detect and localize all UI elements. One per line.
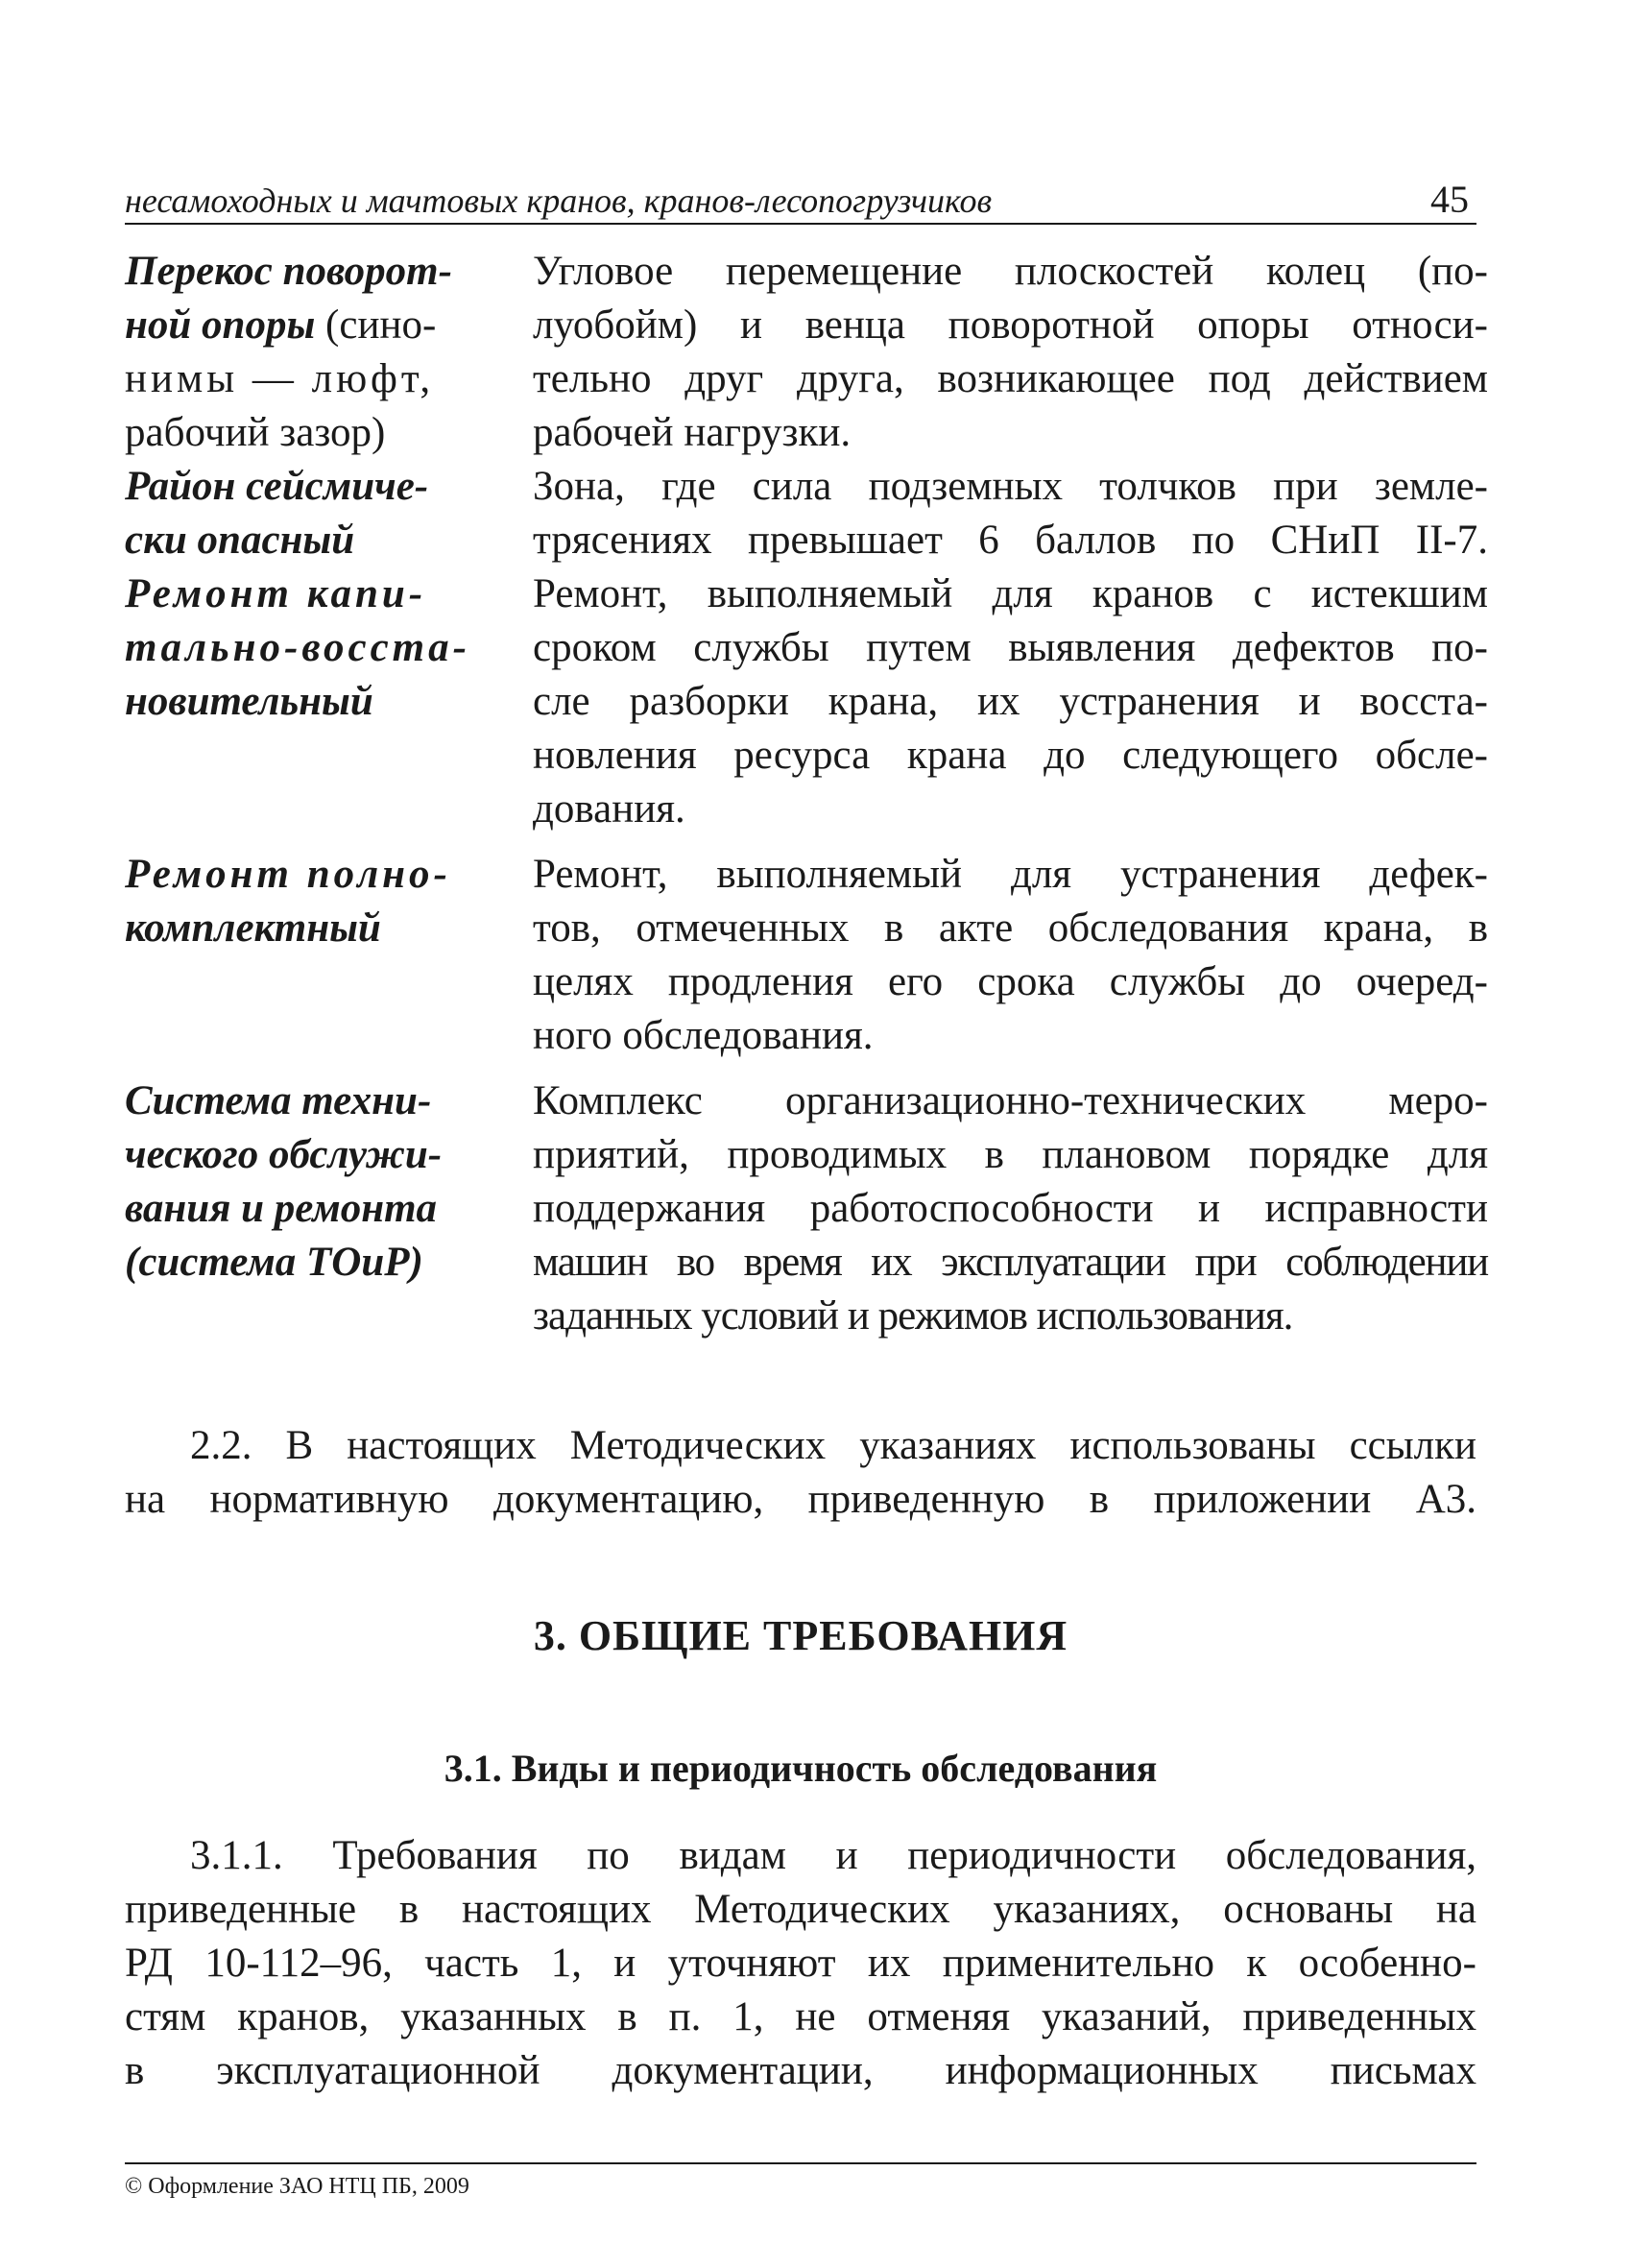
glossary-entry bbox=[125, 245, 1488, 460]
glossary-definition bbox=[533, 1074, 1488, 1343]
definition-line: сле разборки крана, их устранения и восста- bbox=[533, 679, 1488, 724]
paragraph-line: 3.1.1. Требования по видам и периодичности обследования, bbox=[190, 1833, 1476, 1878]
running-header-title: несамоходных и мачтовых кранов, кранов-лесопогрузчиков bbox=[125, 181, 993, 220]
definition-line: рабочей нагрузки. bbox=[533, 410, 852, 455]
term-line: ческого обслужи- bbox=[125, 1132, 443, 1177]
paragraph-line: РД 10-112–96, часть 1, и уточняют их применительно к особенно- bbox=[125, 1941, 1476, 1986]
term-line: (система ТОиР) bbox=[125, 1240, 423, 1285]
term-line: новительный bbox=[125, 679, 373, 724]
term-line: ски опасный bbox=[125, 518, 355, 563]
definition-line: тельно друг друга, возникающее под действием bbox=[533, 356, 1488, 401]
definition-line: сроком службы путем выявления дефектов по- bbox=[533, 625, 1488, 670]
term-line: комплектный bbox=[125, 905, 381, 951]
term-line: Ремонт полно- bbox=[125, 852, 451, 897]
glossary-entry bbox=[125, 460, 1488, 567]
paragraph-3-1-1 bbox=[125, 1829, 1476, 2098]
definition-line: приятий, проводимых в плановом порядке для bbox=[533, 1132, 1488, 1177]
definition-line: поддержания работоспособности и исправности bbox=[533, 1186, 1488, 1231]
paragraph-line: стям кранов, указанных в п. 1, не отменяя указаний, приведенных bbox=[125, 1994, 1476, 2039]
paragraph-line: 2.2. В настоящих Методических указаниях использованы ссылки bbox=[190, 1423, 1476, 1468]
term-line: тально-восста- bbox=[125, 625, 470, 670]
definition-line: заданных условий и режимов использования. bbox=[533, 1293, 1293, 1339]
term-line: Перекос поворот- bbox=[125, 249, 452, 294]
paragraph-line: на нормативную документацию, приведенную в приложении А3. bbox=[125, 1477, 1476, 1522]
definition-line: Зона, где сила подземных толчков при земле- bbox=[533, 464, 1488, 509]
running-header bbox=[125, 173, 1476, 225]
term-line: вания и ремонта bbox=[125, 1186, 438, 1231]
footer-rule bbox=[125, 2162, 1476, 2164]
term-line: Ремонт капи- bbox=[125, 571, 427, 616]
term-note: нимы — люфт, bbox=[125, 356, 435, 401]
term-line: Система техни- bbox=[125, 1078, 432, 1123]
term-line: ной опоры bbox=[125, 302, 316, 348]
definition-line: целях продления его срока службы до очеред- bbox=[533, 959, 1488, 1004]
definition-line: Комплекс организационно-технических меро- bbox=[533, 1078, 1488, 1123]
glossary-term bbox=[125, 848, 533, 955]
glossary-term bbox=[125, 245, 533, 460]
glossary-definition bbox=[533, 567, 1488, 836]
glossary-definition bbox=[533, 848, 1488, 1063]
page-number: 45 bbox=[1430, 178, 1469, 221]
subsection-heading: 3.1. Виды и периодичность обследования bbox=[444, 1747, 1158, 1790]
definition-line: трясениях превышает 6 баллов по СНиП II-7. bbox=[533, 518, 1488, 563]
term-line: Район сейсмиче- bbox=[125, 464, 429, 509]
paragraph-line: приведенные в настоящих Методических указаниях, основаны на bbox=[125, 1887, 1476, 1932]
paragraph-line: в эксплуатационной документации, информационных письмах bbox=[125, 2048, 1476, 2093]
definition-line: новления ресурса крана до следующего обсле- bbox=[533, 733, 1488, 778]
definition-line: Ремонт, выполняемый для кранов с истекшим bbox=[533, 571, 1488, 616]
footer-copyright: © Оформление ЗАО НТЦ ПБ, 2009 bbox=[125, 2174, 469, 2199]
glossary-entry bbox=[125, 848, 1488, 1063]
glossary-term bbox=[125, 460, 533, 567]
glossary-term bbox=[125, 567, 533, 729]
definition-line: тов, отмеченных в акте обследования крана, в bbox=[533, 905, 1488, 951]
section-heading: 3. ОБЩИЕ ТРЕБОВАНИЯ bbox=[533, 1612, 1068, 1659]
glossary-definition bbox=[533, 460, 1488, 567]
paragraph-2-2 bbox=[125, 1419, 1476, 1527]
glossary bbox=[125, 245, 1488, 1343]
glossary-entry bbox=[125, 567, 1488, 836]
glossary-term bbox=[125, 1074, 533, 1290]
definition-line: дования. bbox=[533, 786, 685, 832]
term-note: рабочий зазор) bbox=[125, 410, 386, 455]
definition-line: Угловое перемещение плоскостей колец (по- bbox=[533, 249, 1488, 294]
term-note: (сино- bbox=[315, 302, 437, 348]
definition-line: луобойм) и венца поворотной опоры относи- bbox=[533, 302, 1488, 348]
definition-line: Ремонт, выполняемый для устранения дефек- bbox=[533, 852, 1488, 897]
glossary-definition bbox=[533, 245, 1488, 460]
definition-line: машин во время их эксплуатации при соблюдении bbox=[533, 1240, 1488, 1285]
definition-line: ного обследования. bbox=[533, 1013, 874, 1058]
glossary-entry bbox=[125, 1074, 1488, 1343]
